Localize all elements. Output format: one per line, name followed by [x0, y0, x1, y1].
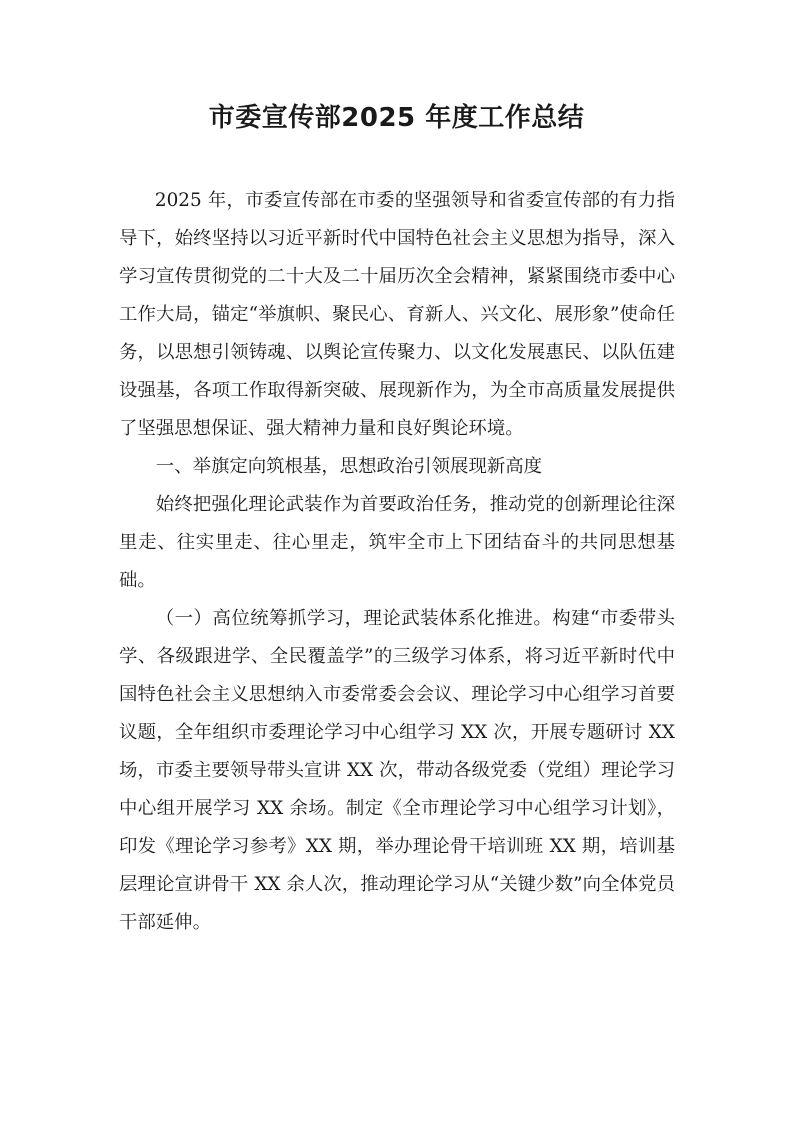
document-body: [119, 182, 675, 942]
paragraph-section-1-intro: 始终把强化理论武装作为首要政治任务，推动党的创新理论往深里走、往实里走、往心里走，筑牢全市上下团结奋斗的共同思想基础。: [119, 494, 675, 591]
paragraph-intro: 2025 年，市委宣传部在市委的坚强领导和省委宣传部的有力指导下，始终坚持以习近平新时代中国特色社会主义思想为指导，深入学习宣传贯彻党的二十大及二十届历次全会精神，紧紧围绕市委中心工作大局，锚定“举旗帜、聚民心、育新人、兴文化、展形象”使命任务，以思想引领铸魂、以舆论宣传聚力、以文化发展惠民、以队伍建设强基，各项工作取得新突破、展现新作为，为全市高质量发展提供了坚强思想保证、强大精神力量和良好舆论环境。: [119, 190, 675, 439]
paragraph-subsection-1: （一）高位统筹抓学习，理论武装体系化推进。构建“市委带头学、各级跟进学、全民覆盖学”的三级学习体系，将习近平新时代中国特色社会主义思想纳入市委常委会会议、理论学习中心组学习首要议题，全年组织市委理论学习中心组学习 XX 次，开展专题研讨 XX 场，市委主要领导带头宣讲 XX 次，带动各级党委（党组）理论学习中心组开展学习 XX 余场。制定《全市理论学习中心组学习计划》，印发《理论学习参考》XX 期，举办理论骨干培训班 XX 期，培训基层理论宣讲骨干 XX 余人次，推动理论学习从“关键少数”向全体党员干部延伸。: [119, 608, 675, 933]
page-title: 市委宣传部2025 年度工作总结: [208, 103, 585, 133]
section-heading-1: 一、举旗定向筑根基，思想政治引领展现新高度: [155, 456, 543, 477]
